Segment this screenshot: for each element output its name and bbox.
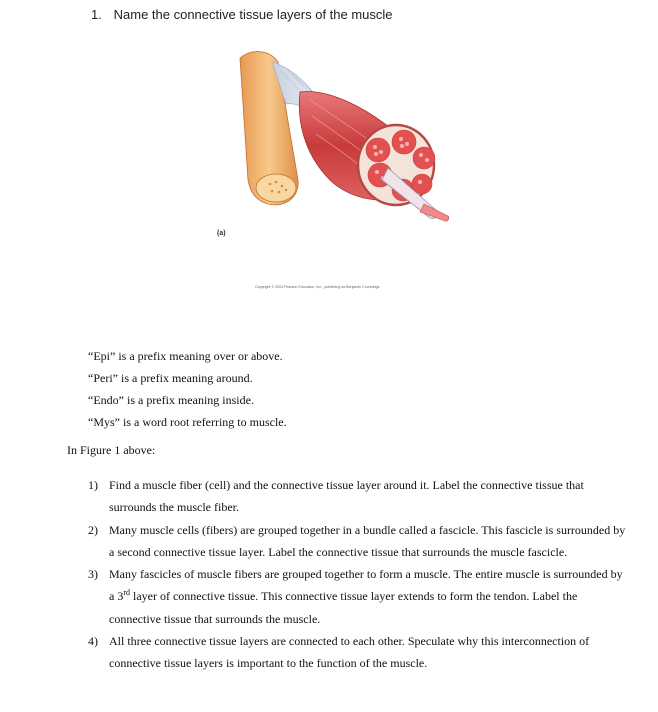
question-text: Name the connective tissue layers of the muscle bbox=[113, 7, 393, 22]
task-item bbox=[88, 474, 628, 519]
task-item bbox=[88, 519, 628, 564]
task-number: 1) bbox=[88, 478, 98, 492]
prefix-definitions bbox=[88, 345, 287, 433]
task-text-after: layer of connective tissue. This connective tissue layer extends to form the tendon. Label the connective tissue that surrounds the muscle. bbox=[109, 589, 578, 626]
fascicle bbox=[413, 147, 435, 169]
task-number: 2) bbox=[88, 522, 98, 537]
figure-reference-heading: In Figure 1 above: bbox=[67, 443, 156, 457]
prefix-peri: “Peri” is a prefix meaning around. bbox=[88, 371, 253, 385]
ordinal-suffix: rd bbox=[123, 588, 130, 598]
fascicle bbox=[366, 138, 390, 162]
prefix-epi: “Epi” is a prefix meaning over or above. bbox=[88, 349, 283, 363]
figure-copyright: Copyright © 2004 Pearson Education, Inc., publishing as Benjamin Cummings. bbox=[255, 285, 381, 289]
task-item bbox=[88, 630, 628, 675]
fascicle bbox=[412, 174, 432, 194]
bone-cross-section bbox=[256, 174, 296, 202]
task-item bbox=[88, 563, 628, 630]
figure-panel-label: (a) bbox=[217, 230, 226, 237]
muscle-anatomy-illustration bbox=[200, 40, 460, 302]
question-number: 1. bbox=[91, 7, 102, 22]
task-text-before: Many fascicles of muscle fibers are grouped together to form a muscle. The entire muscle is surrounded by a 3 bbox=[109, 567, 623, 604]
task-number: 3) bbox=[88, 567, 98, 582]
fascicle bbox=[392, 130, 416, 154]
prefix-endo: “Endo” is a prefix meaning inside. bbox=[88, 393, 254, 407]
task-list bbox=[88, 474, 628, 675]
task-number: 4) bbox=[88, 634, 98, 649]
question-title bbox=[91, 7, 393, 22]
task-text: Many muscle cells (fibers) are grouped together in a bundle called a fascicle. This fascicle is surrounded by a second connective tissue layer. Label the connective tissue that surrounds the muscle fascicle. bbox=[109, 522, 626, 559]
prefix-mys: “Mys” is a word root referring to muscle. bbox=[88, 415, 287, 429]
task-text: All three connective tissue layers are connected to each other. Speculate why this interconnection of connective tissue layers is important to the function of the muscle. bbox=[109, 634, 590, 671]
task-text: Find a muscle fiber (cell) and the connective tissue layer around it. Label the connective tissue that surrounds the muscle fiber. bbox=[109, 478, 584, 515]
muscle-fiber-end bbox=[420, 204, 449, 221]
